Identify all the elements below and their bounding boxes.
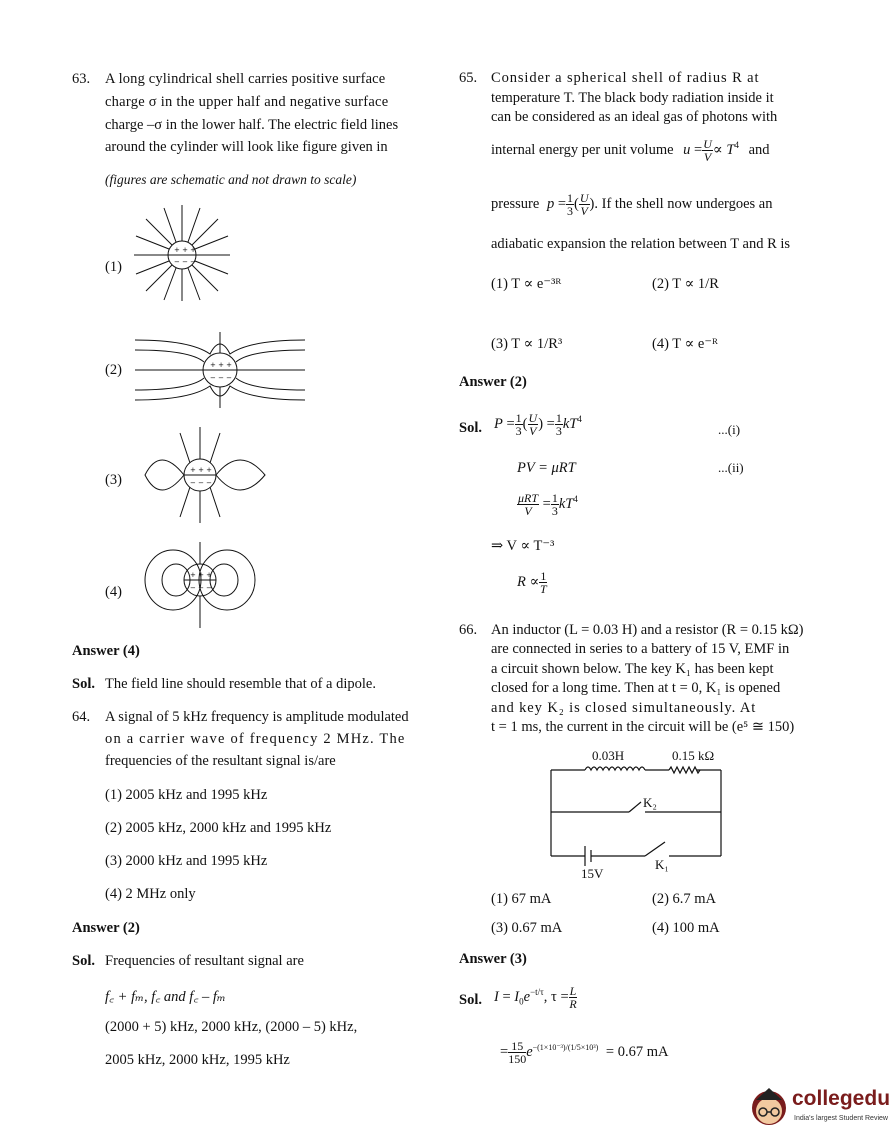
figure-option-3 <box>140 425 270 525</box>
q66-line: closed for a long time. Then at t = 0, K₁ is opened <box>491 680 781 696</box>
q64-sol-line3: 2005 kHz, 2000 kHz, 1995 kHz <box>105 1052 290 1068</box>
q64-option-1: (1) 2005 kHz and 1995 kHz <box>105 787 268 803</box>
q64-answer: Answer (2) <box>72 920 140 936</box>
q64-line: frequencies of the resultant signal is/are <box>105 753 336 769</box>
q63-line: charge σ in the upper half and negative surface <box>105 94 389 110</box>
q65-option-3: (3) T ∝ 1/R³ <box>491 336 563 352</box>
circuit-inductor-label: 0.03H <box>592 748 625 763</box>
q64-sol-text: Frequencies of resultant signal are <box>105 953 304 969</box>
q66-line: are connected in series to a battery of 15 V, EMF in <box>491 641 790 657</box>
svg-text:+ + +: + + + <box>190 466 213 474</box>
q64-line: on a carrier wave of frequency 2 MHz. The <box>105 731 406 747</box>
q65-line: Consider a spherical shell of radius R at <box>491 70 760 86</box>
svg-text:+ + +: + + + <box>190 571 213 579</box>
q65-eq1-tag: ...(i) <box>718 422 741 437</box>
q66-sol-eq1: $I = I_0e^{-t/\tau}$, τ = $\frac{L}{R}$ <box>494 984 577 1011</box>
svg-text:− − −: − − − <box>190 479 213 487</box>
q66-result: = 0.67 mA <box>605 1043 669 1060</box>
q63-sol-text: The field line should resemble that of a dipole. <box>105 676 376 692</box>
q65-energy-line <box>491 138 770 163</box>
q64-option-4: (4) 2 MHz only <box>105 886 196 902</box>
svg-text:− − −: − − − <box>174 258 197 266</box>
q65-energy-formula: u = $\frac{U}{V}$ ∝ $T^4$ <box>683 137 739 164</box>
q65-energy-text: internal energy per unit volume <box>491 141 674 158</box>
q66-option-4: (4) 100 mA <box>652 920 720 936</box>
q64-sol-line2: (2000 + 5) kHz, 2000 kHz, (2000 – 5) kHz, <box>105 1019 358 1035</box>
q65-pressure-text: pressure <box>491 195 540 212</box>
q63-option-4-label: (4) <box>105 584 122 600</box>
q65-pressure-line <box>491 192 773 217</box>
q65-option-1: (1) T ∝ e⁻³ᴿ <box>491 276 562 292</box>
watermark-brand: collegedu <box>792 1087 891 1110</box>
figure-option-2 <box>130 330 310 410</box>
q65-line: can be considered as an ideal gas of photons with <box>491 109 778 125</box>
q66-sol-label: Sol. <box>459 992 482 1008</box>
q65-eq1: P = $\frac{1}{3}$ ( $\frac{U}{V}$ ) = $\frac{1}{3}$ $kT^4$ <box>494 411 582 438</box>
q66-option-1: (1) 67 mA <box>491 891 552 907</box>
q64-option-3: (3) 2000 kHz and 1995 kHz <box>105 853 268 869</box>
q65-energy-end: and <box>748 141 770 158</box>
q63-option-2-label: (2) <box>105 362 122 378</box>
q66-line: and key K₂ is closed simultaneously. At <box>491 700 757 716</box>
q63-line: A long cylindrical shell carries positive surface <box>105 71 386 87</box>
q65-line: temperature T. The black body radiation inside it <box>491 90 774 106</box>
q66-line: a circuit shown below. The key K₁ has been kept <box>491 661 774 677</box>
q66-number: 66. <box>459 622 478 638</box>
circuit-battery-label: 15V <box>581 866 604 881</box>
q63-line: around the cylinder will look like figure given in <box>105 139 388 155</box>
q64-number: 64. <box>72 709 91 725</box>
q66-line: t = 1 ms, the current in the circuit will be (e⁵ ≅ 150) <box>491 719 795 735</box>
q65-pressure-end: . If the shell now undergoes an <box>594 195 773 212</box>
circuit-k1-label: K₁ <box>655 857 669 872</box>
q63-sol-label: Sol. <box>72 676 95 692</box>
resistor-zigzag <box>669 767 700 773</box>
circuit-resistor-label: 0.15 kΩ <box>672 748 715 763</box>
q65-eq4: ⇒ V ∝ T⁻³ <box>491 538 555 554</box>
svg-text:− − −: − − − <box>190 584 213 592</box>
q65-eq2-tag: ...(ii) <box>718 460 744 475</box>
q66-sol-eq2: = $\frac{15}{150}$ $e^{-(1\times 10^{-3})/(1/5\times 10^3)} = 0.67$ mA <box>500 1039 669 1066</box>
q65-answer: Answer (2) <box>459 374 527 390</box>
svg-text:+ + +: + + + <box>210 361 233 369</box>
q63-option-1-label: (1) <box>105 259 122 275</box>
q65-eq3: $\frac{\text{μRT}}{V}$ = $\frac{1}{3}$ $kT^4$ <box>518 491 578 518</box>
q66-line: An inductor (L = 0.03 H) and a resistor (R = 0.15 kΩ) <box>491 622 804 638</box>
watermark-logo <box>748 1082 891 1132</box>
q66-option-3: (3) 0.67 mA <box>491 920 563 936</box>
q63-number: 63. <box>72 71 91 87</box>
q64-sol-label: Sol. <box>72 953 95 969</box>
q66-answer: Answer (3) <box>459 951 527 967</box>
figure-option-4 <box>138 540 268 630</box>
q63-line: charge –σ in the lower half. The electric field lines <box>105 117 399 133</box>
q63-note: (figures are schematic and not drawn to scale) <box>105 172 357 187</box>
figure-option-1 <box>132 202 232 302</box>
watermark-tagline: India's largest Student Review <box>794 1115 888 1122</box>
q65-option-2: (2) T ∝ 1/R <box>652 276 719 292</box>
svg-text:+ + +: + + + <box>174 246 197 254</box>
q65-eq5: R ∝ $\frac{1}{T}$ <box>517 569 547 596</box>
q65-adiabatic-line: adiabatic expansion the relation between T and R is <box>491 236 791 252</box>
q66-option-2: (2) 6.7 mA <box>652 891 717 907</box>
circuit-k2-label: K₂ <box>643 795 657 810</box>
q65-sol-label: Sol. <box>459 420 482 436</box>
mascot-icon <box>748 1082 790 1128</box>
q63-option-3-label: (3) <box>105 472 122 488</box>
q65-eq2: PV = μRT <box>517 460 576 476</box>
svg-text:− − −: − − − <box>210 374 233 382</box>
q65-option-4: (4) T ∝ e⁻ᴿ <box>652 336 718 352</box>
q63-answer: Answer (4) <box>72 643 140 659</box>
circuit-wires <box>549 762 729 862</box>
q65-number: 65. <box>459 70 478 86</box>
q64-sol-line1: f꜀ + fₘ, f꜀ and f꜀ – fₘ <box>105 989 226 1005</box>
q65-pressure-formula: p = $\frac{1}{3}$ ( $\frac{U}{V}$ ) <box>546 191 595 218</box>
q64-option-2: (2) 2005 kHz, 2000 kHz and 1995 kHz <box>105 820 332 836</box>
q64-line: A signal of 5 kHz frequency is amplitude modulated <box>105 709 409 725</box>
inductor-coil <box>585 767 645 770</box>
